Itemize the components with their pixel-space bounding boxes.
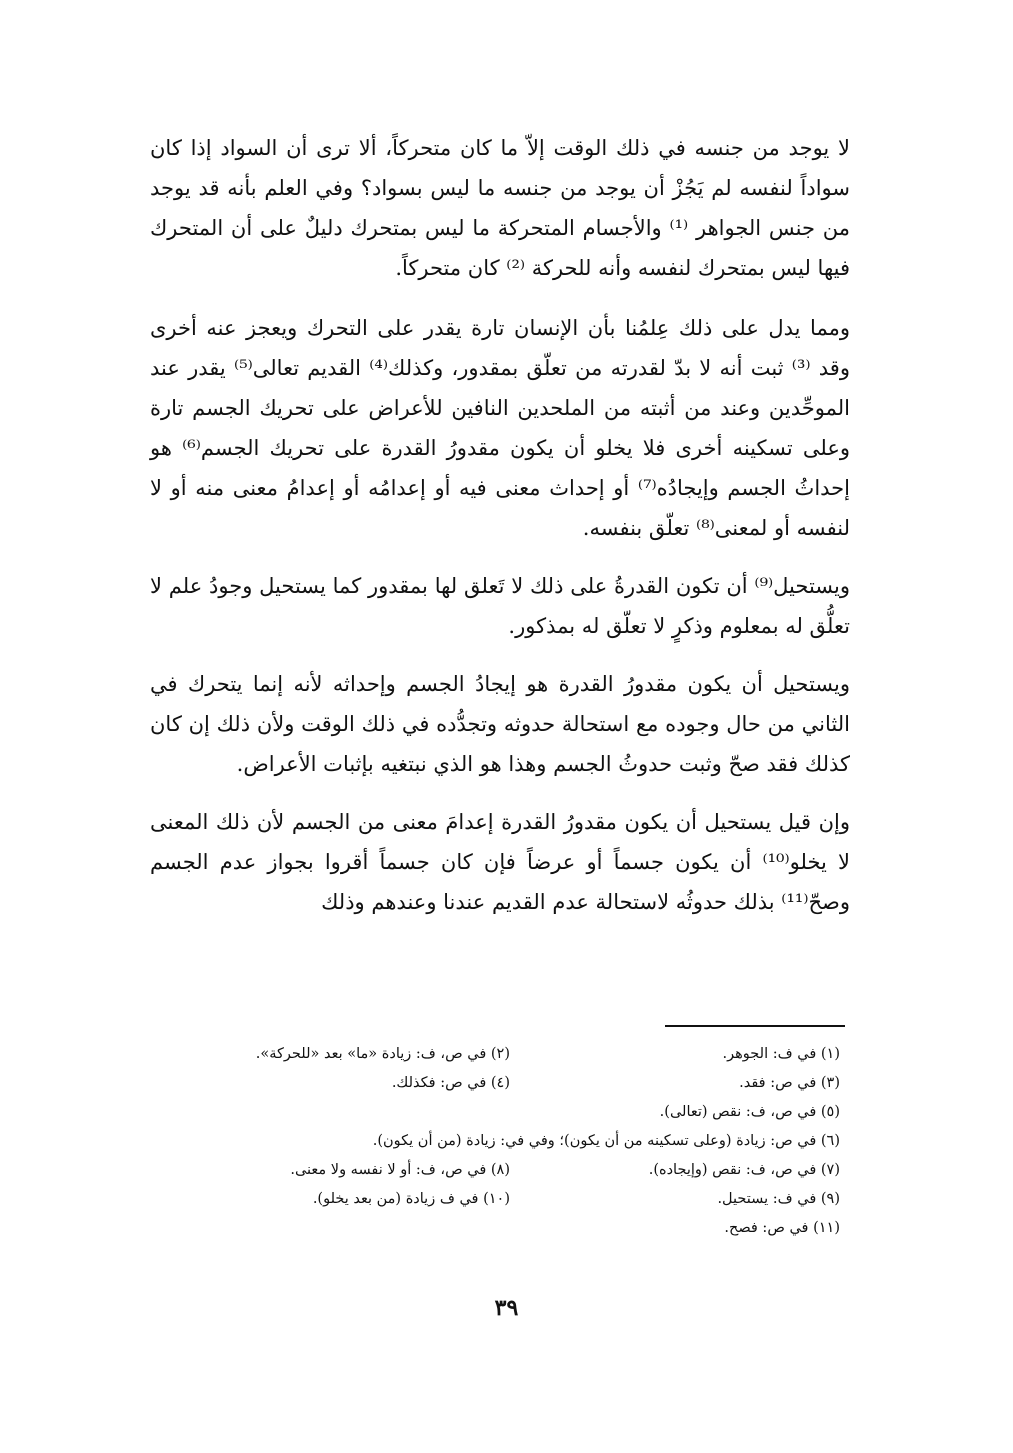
- footnote-11: (١١) في ص: فصح.: [724, 1220, 840, 1236]
- footnote-5: (٥) في ص، ف: نقص (تعالى).: [659, 1104, 840, 1120]
- paragraph-2: ومما يدل على ذلك عِلمُنا بأن الإنسان تارة يقدر على التحرك ويعجز عنه أخرى وقد ⁽³⁾ ثبت أنه لا بدّ لقدرته من تعلّق بمقدور، وكذلك⁽⁴⁾ القديم تعالى⁽⁵⁾ يقدر عند الموحِّدين وعند من أثبته من الملحدين النافين للأعراض على تحريك الجسم تارة وعلى تسكينه أخرى فلا يخلو أن يكون مقدورُ القدرة على تحريك الجسم⁽⁶⁾ هو إحداثُ الجسم وإيجادُه⁽⁷⁾ أو إحداث معنى فيه أو إعدامُه أو إعدامُ معنى منه أو لا لنفسه أو لمعنى⁽⁸⁾ تعلّق بنفسه.: [150, 316, 850, 540]
- footnote-2: (٢) في ص، ف: زيادة «ما» بعد «للحركة».: [255, 1046, 510, 1062]
- footnote-3: (٣) في ص: فقد.: [739, 1075, 840, 1091]
- footnote-9: (٩) في ف: يستحيل.: [717, 1191, 840, 1207]
- footnote-divider: [665, 1025, 845, 1027]
- footnote-row: [170, 1185, 840, 1214]
- footnote-row: [170, 1156, 840, 1185]
- footnote-1: (١) في ف: الجوهر.: [722, 1046, 840, 1062]
- paragraph-3: ويستحيل⁽⁹⁾ أن تكون القدرةُ على ذلك لا تَعلق لها بمقدور كما يستحيل وجودُ علم لا تعلُّق له بمعلوم وذكرٍ لا تعلّق له بمذكور.: [150, 574, 850, 638]
- footnote-row: [170, 1069, 840, 1098]
- paragraph-4: ويستحيل أن يكون مقدورُ القدرة هو إيجادُ الجسم وإحداثه لأنه إنما يتحرك في الثاني من حال وجوده مع استحالة حدوثه وتجدُّده في ذلك الوقت ولأن ذلك إن كان كذلك فقد صحّ وثبت حدوثُ الجسم وهذا هو الذي نبتغيه بإثبات الأعراض.: [150, 672, 850, 776]
- main-text: [150, 128, 850, 940]
- footnote-6: (٦) في ص: زيادة (وعلى تسكينه من أن يكون)؛ وفي في: زيادة (من أن يكون).: [372, 1133, 840, 1149]
- footnotes: [170, 1040, 840, 1243]
- footnote-8: (٨) في ص، ف: أو لا نفسه ولا معنى.: [290, 1162, 510, 1178]
- paragraph-1: لا يوجد من جنسه في ذلك الوقت إلاّ ما كان متحركاً، ألا ترى أن السواد إذا كان سواداً لنفسه لم يَجُزْ أن يوجد من جنسه ما ليس بسواد؟ وفي العلم بأنه قد يوجد من جنس الجواهر ⁽¹⁾ والأجسام المتحركة ما ليس بمتحرك دليلٌ على أن المتحرك فيها ليس بمتحرك لنفسه وأنه للحركة ⁽²⁾ كان متحركاً.: [150, 136, 850, 280]
- footnote-10: (١٠) في ف زيادة (من بعد يخلو).: [312, 1191, 510, 1207]
- footnote-7: (٧) في ص، ف: نقص (وإيجاده).: [648, 1162, 840, 1178]
- page-number: ٣٩: [494, 1295, 519, 1321]
- footnote-4: (٤) في ص: فكذلك.: [391, 1075, 510, 1091]
- paragraph-5: وإن قيل يستحيل أن يكون مقدورُ القدرة إعدامَ معنى من الجسم لأن ذلك المعنى لا يخلو⁽¹⁰⁾ أن يكون جسماً أو عرضاً فإن كان جسماً أقروا بجواز عدم الجسم وصحّ⁽¹¹⁾ بذلك حدوثُه لاستحالة عدم القديم عندنا وعندهم وذلك: [150, 810, 851, 914]
- footnote-row: [170, 1040, 840, 1069]
